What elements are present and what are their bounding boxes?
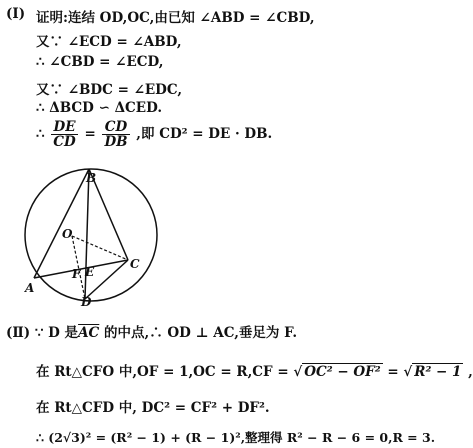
sqrt-expression-1: OC² − OF² [304, 364, 381, 380]
fraction-numerator: CD [102, 120, 129, 135]
part2-line-2-pre: 在 Rt△CFO 中,OF = 1,OC = R,CF = [36, 364, 294, 380]
point-label-e: E [85, 265, 95, 279]
point-label-d: D [81, 295, 92, 309]
segment-ac [34, 260, 128, 278]
geometry-figure [22, 166, 162, 309]
proof-line-5: ∴ ΔBCD ∽ ΔCED. [36, 100, 163, 116]
part2-line-1-post: 的中点,∴ OD ⊥ AC,垂足为 F. [99, 325, 298, 341]
fraction-denominator: CD [53, 134, 76, 150]
proof-line-1: 证明:连结 OD,OC,由已知 ∠ABD = ∠CBD, [36, 10, 315, 26]
sqrt-expression-2: R² − 1 [414, 364, 462, 380]
therefore-symbol: ∴ [36, 126, 45, 142]
part2-line-4: ∴ (2√3)² = (R² − 1) + (R − 1)²,整理得 R² − R − 6 = 0,R = 3. [36, 430, 436, 445]
part2-line-2-end: , [463, 364, 473, 380]
proof-line-3: ∴ ∠CBD = ∠ECD, [36, 54, 164, 70]
segment-ba [34, 169, 89, 278]
part2-line-1 [6, 321, 297, 341]
fraction-cd-db [102, 120, 129, 149]
part2-line-1-pre: ∵ D 是 [34, 325, 79, 341]
product-conclusion: ,即 CD² = DE · DB. [136, 126, 273, 142]
proof-line-2: 又∵ ∠ECD = ∠ABD, [36, 34, 182, 50]
equals-sign: = [84, 126, 96, 142]
point-label-o: O [62, 227, 73, 241]
part2-label: (Ⅱ) [6, 325, 31, 341]
segment-bd [85, 169, 89, 299]
part2-line-3: 在 Rt△CFD 中, DC² = CF² + DF². [36, 400, 270, 416]
part2-line-2-mid: = [382, 364, 404, 380]
arc-ac: $\overline{AC}$ [78, 325, 100, 341]
part2-line-2: 在 Rt△CFO 中,OF = 1,OC = R,CF = √ OC² − OF² = √ R² − 1 , [36, 364, 473, 380]
fraction-denominator: DB [104, 134, 128, 150]
proof-fraction-line [36, 120, 272, 149]
fraction-numerator: DE [51, 120, 77, 135]
fraction-de-cd [51, 120, 77, 149]
point-label-f: F [72, 267, 81, 281]
point-label-c: C [130, 257, 140, 271]
point-label-b: B [86, 171, 97, 185]
proof-line-4: 又∵ ∠BDC = ∠EDC, [36, 82, 183, 98]
part1-label: (Ⅰ) [6, 6, 26, 22]
circle-outline [25, 169, 157, 301]
point-label-a: A [25, 281, 35, 295]
